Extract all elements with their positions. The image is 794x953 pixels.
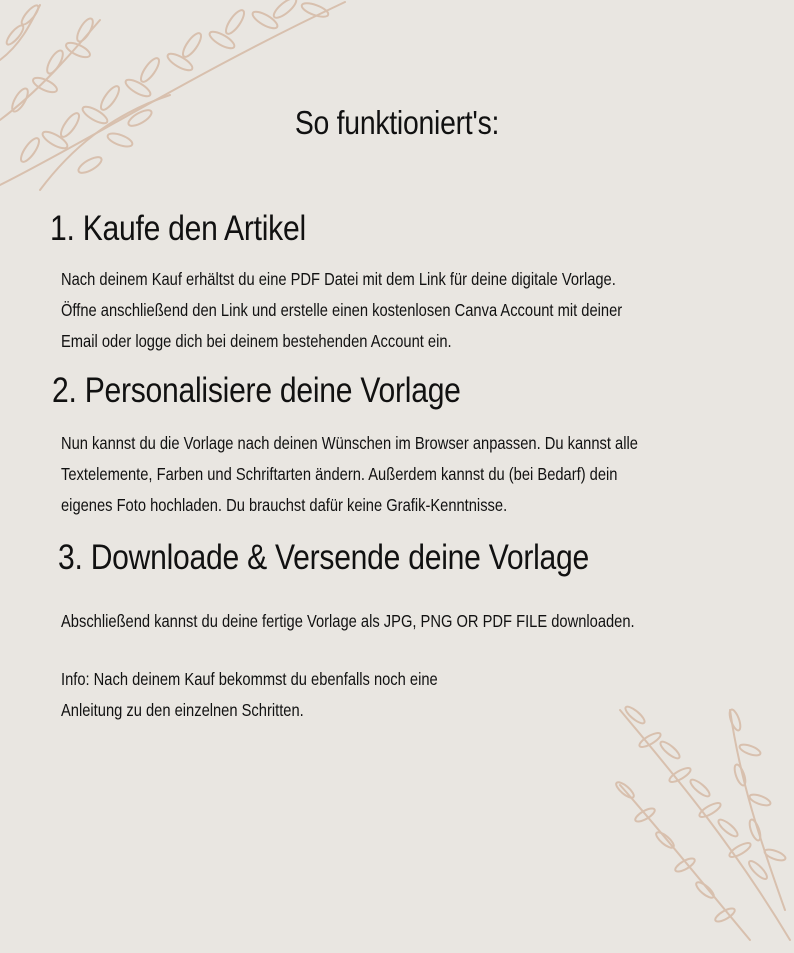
step-2-heading: 2. Personalisiere deine Vorlage <box>52 371 461 410</box>
step-1-line-2: Öffne anschließend den Link und erstelle einen kostenlosen Canva Account mit deiner <box>61 300 623 320</box>
step-2-line-3: eigenes Foto hochladen. Du brauchst dafür keine Grafik-Kenntnisse. <box>61 495 508 515</box>
leafy-branch-decoration-top-left <box>0 0 360 200</box>
step-3-heading: 3. Downloade & Versende deine Vorlage <box>58 538 589 577</box>
step-1-line-1: Nach deinem Kauf erhältst du eine PDF Datei mit dem Link für deine digitale Vorlage. <box>61 269 616 289</box>
info-line-1: Info: Nach deinem Kauf bekommst du ebenfalls noch eine <box>61 669 438 689</box>
step-3-description <box>61 606 750 637</box>
leafy-branch-decoration-bottom-right <box>600 690 794 953</box>
info-line-2: Anleitung zu den einzelnen Schritten. <box>61 700 304 720</box>
step-1-heading: 1. Kaufe den Artikel <box>50 209 306 248</box>
page-title: So funktioniert's: <box>294 104 500 141</box>
step-2-line-1: Nun kannst du die Vorlage nach deinen Wünschen im Browser anpassen. Du kannst alle <box>61 433 638 453</box>
step-2-description <box>61 428 750 521</box>
step-1-description <box>61 264 750 357</box>
step-2-line-2: Textelemente, Farben und Schriftarten ändern. Außerdem kannst du (bei Bedarf) dein <box>61 464 618 484</box>
info-note <box>61 664 750 726</box>
step-1-line-3: Email oder logge dich bei deinem bestehenden Account ein. <box>61 331 452 351</box>
step-3-line-1: Abschließend kannst du deine fertige Vorlage als JPG, PNG OR PDF FILE downloaden. <box>61 611 635 631</box>
